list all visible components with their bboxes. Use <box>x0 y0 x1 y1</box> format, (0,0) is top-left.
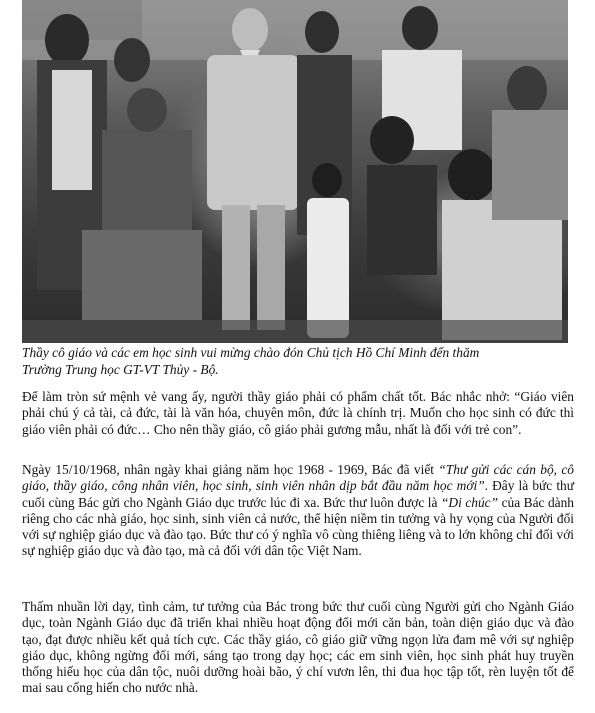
paragraph-2-part-1: Ngày 15/10/1968, nhân ngày khai giảng năm học 1968 - 1969, Bác đã viết <box>22 462 439 477</box>
paragraph-2-part-2: . Đây là bức thư cuối cùng Bác gửi cho Ngành Giáo dục trước lúc đi xa. Bức thư luôn được là <box>22 478 574 510</box>
photo-caption <box>22 345 572 378</box>
testament-quote: “Di chúc” <box>440 494 499 510</box>
caption-line-2: Trường Trung học GT-VT Thủy - Bộ. <box>22 361 219 377</box>
historical-photo <box>22 0 568 343</box>
letter-title-quote: “Thư gửi các cán bộ, cô giáo, thầy giáo, công nhân viên, học sinh, sinh viên nhân dịp bắt đầu năm học mới” <box>22 462 574 494</box>
paragraph-2 <box>22 462 574 560</box>
paragraph-3: Thấm nhuần lời dạy, tình cảm, tư tưởng của Bác trong bức thư cuối cùng Người gửi cho Ngành Giáo dục, toàn Ngành Giáo dục đã triển khai nhiều hoạt động đổi mới căn bản, toàn diện giáo dục và đào tạo, đạt được nhiều kết quả tích cực. Các thầy giáo, cô giáo giữ vững ngọn lửa đam mê với sự nghiệp giáo dục, không ngừng đổi mới, sáng tạo trong dạy học; các em sinh viên, học sinh phát huy truyền thống hiếu học của dân tộc, nuôi dưỡng hoài bão, ý chí vươn lên, thi đua học tập tốt, rèn luyện tốt để mai sau cống hiến cho nước nhà. <box>22 599 574 696</box>
caption-line-1: Thầy cô giáo và các em học sinh vui mừng chào đón Chủ tịch Hồ Chí Minh đến thăm <box>22 345 480 360</box>
photo-illustration <box>22 0 568 343</box>
paragraph-1: Để làm tròn sứ mệnh vẻ vang ấy, người thầy giáo phải có phẩm chất tốt. Bác nhắc nhở: “Giáo viên phải chú ý cả tài, cả đức, tài là văn hóa, chuyên môn, đức là chính trị. Muốn cho học sinh có đức thì giáo viên phải có đức… Cho nên thầy giáo, cô giáo phải gương mẫu, nhất là đối với trẻ con”. <box>22 389 574 437</box>
paragraph-2-part-3: của Bác dành riêng cho các nhà giáo, học sinh, sinh viên cả nước, thể hiện niềm tin tưởng và hy vọng của Người đối với sự nghiệp giáo dục và đào tạo. Bức thư có ý nghĩa vô cùng thiêng liêng và to lớn không chỉ đối với sự nghiệp giáo dục và đào tạo, mà cả đối với dân tộc Việt Nam. <box>22 494 574 559</box>
